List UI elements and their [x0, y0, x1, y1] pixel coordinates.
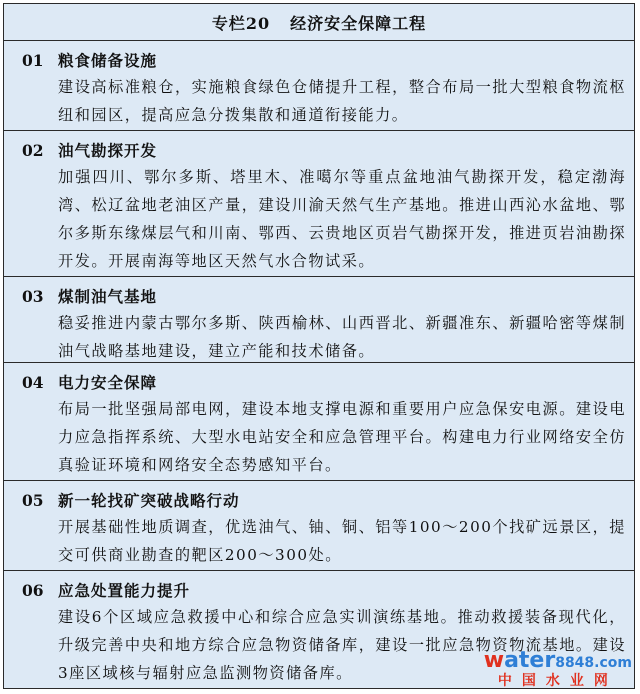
section-body: 开展基础性地质调查，优选油气、铀、铜、铝等100～200个找矿远景区，提交可供商业勘查的靶区200～300处。 [58, 518, 626, 564]
section-number: 06 [22, 581, 44, 600]
section-05 [4, 481, 634, 571]
section-03 [4, 277, 634, 363]
section-02 [4, 131, 634, 277]
section-body: 稳妥推进内蒙古鄂尔多斯、陕西榆林、山西晋北、新疆准东、新疆哈密等煤制油气战略基地建设，建立产能和技术储备。 [58, 314, 626, 360]
section-body: 加强四川、鄂尔多斯、塔里木、准噶尔等重点盆地油气勘探开发，稳定渤海湾、松辽盆地老油区产量，建设川渝天然气生产基地。推进山西沁水盆地、鄂尔多斯东缘煤层气和川南、鄂西、云贵地区页岩气勘探开发，推进页岩油勘探开发。开展南海等地区天然气水合物试采。 [58, 168, 626, 270]
section-body: 建设高标准粮仓，实施粮食绿色仓储提升工程，整合布局一批大型粮食物流枢纽和园区，提高应急分拨集散和通道衔接能力。 [58, 78, 626, 124]
section-number: 01 [22, 51, 44, 70]
feature-box [3, 3, 635, 689]
section-title: 应急处置能力提升 [58, 581, 191, 600]
section-01 [4, 41, 634, 131]
section-number: 02 [22, 141, 44, 160]
section-number: 05 [22, 491, 44, 510]
box-title: 经济安全保障工程 [290, 13, 427, 33]
section-number: 04 [22, 373, 44, 392]
box-header [4, 4, 634, 41]
section-title: 粮食储备设施 [58, 51, 158, 70]
section-title: 电力安全保障 [58, 373, 158, 392]
section-title: 煤制油气基地 [58, 287, 158, 306]
watermark-cn: 中国水业网 [497, 673, 618, 689]
section-title: 油气勘探开发 [58, 141, 158, 160]
box-label: 专栏20 [211, 13, 271, 33]
section-body: 建设6个区域应急救援中心和综合应急实训演练基地。推动救援装备现代化，升级完善中央和地方综合应急物资储备库，建设一批应急物资物流基地。建设3座区域核与辐射应急监测物资储备库。 [58, 608, 626, 682]
section-title: 新一轮找矿突破战略行动 [58, 491, 240, 510]
section-04 [4, 363, 634, 481]
section-body: 布局一批坚强局部电网，建设本地支撑电源和重要用户应急保安电源。建设电力应急指挥系统、大型水电站安全和应急管理平台。构建电力行业网络安全仿真验证环境和网络安全态势感知平台。 [58, 400, 626, 474]
watermark-logo: water8848.com 中国水业网 [483, 648, 632, 689]
section-number: 03 [22, 287, 44, 306]
